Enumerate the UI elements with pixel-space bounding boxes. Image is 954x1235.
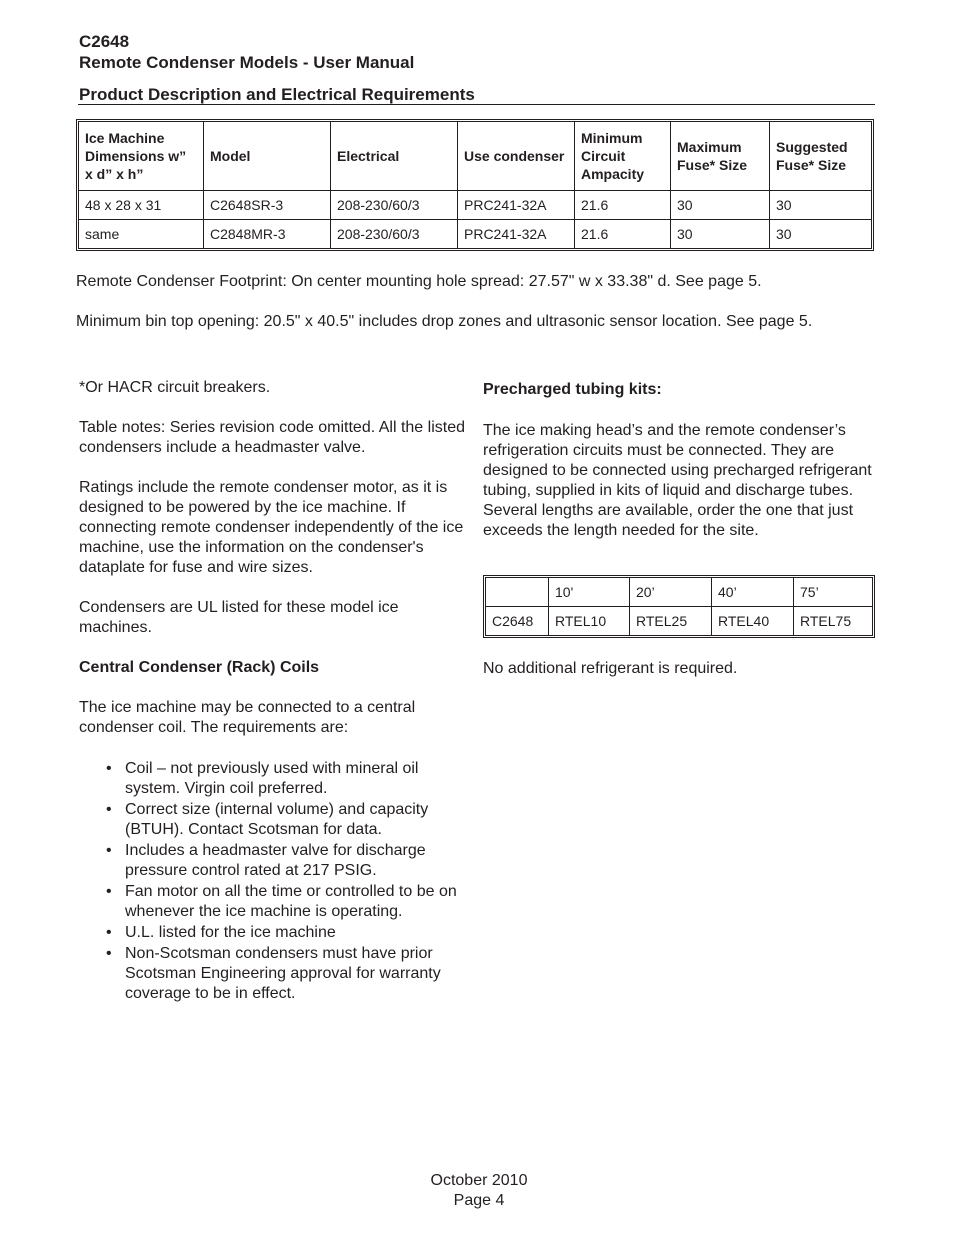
list-item-text: U.L. listed for the ice machine — [125, 924, 336, 941]
header-cell-dimensions: Ice Machine Dimensions w” x d” x h” — [79, 122, 204, 191]
header-rule — [78, 104, 875, 105]
list-item — [79, 923, 469, 943]
document-title: Remote Condenser Models - User Manual — [79, 53, 415, 72]
header-cell-condenser: Use condenser — [458, 122, 575, 191]
electrical-requirements-table — [76, 119, 874, 251]
no-refrigerant-note: No additional refrigerant is required. — [483, 660, 738, 677]
hacr-note: *Or HACR circuit breakers. — [79, 379, 271, 396]
bullet-icon: • — [106, 945, 112, 962]
table-header-row — [486, 578, 872, 607]
bin-opening-note: Minimum bin top opening: 20.5" x 40.5" includes drop zones and ultrasonic sensor location. See page 5. — [76, 313, 813, 330]
tubing-kits-text: The ice making head’s and the remote condenser’s refrigeration circuits must be connected. They are designed to be connected using precharged refrigerant tubing, supplied in kits of liquid and discharge tubes. Several lengths are available, order the one that just exceeds the length needed for the site. — [483, 422, 872, 539]
header-cell-blank — [486, 578, 549, 607]
tubing-kits-heading: Precharged tubing kits: — [483, 381, 662, 398]
bullet-icon: • — [106, 883, 112, 900]
header-cell-75ft: 75’ — [794, 578, 872, 607]
page-number: Page 4 — [453, 1192, 505, 1209]
list-item-text: Includes a headmaster valve for discharge pressure control rated at 217 PSIG. — [125, 842, 426, 879]
right-column — [483, 380, 875, 541]
table-cell: PRC241-32A — [458, 191, 575, 220]
table-header-row — [79, 122, 871, 191]
table-cell: 30 — [770, 191, 871, 220]
table-cell: RTEL75 — [800, 613, 852, 629]
header-cell-20ft: 20’ — [630, 578, 712, 607]
table-row — [79, 191, 871, 220]
table-cell: 30 — [671, 191, 770, 220]
list-item — [79, 944, 469, 1004]
table-cell: RTEL10 — [549, 607, 630, 635]
table-cell: C2848MR-3 — [204, 220, 331, 248]
list-item — [79, 759, 469, 799]
table-cell: 21.6 — [575, 220, 671, 248]
table-notes: Table notes: Series revision code omitted. All the listed condensers include a headmaster valve. — [79, 419, 465, 456]
table-cell: 30 — [671, 220, 770, 248]
list-item-text: Non-Scotsman condensers must have prior Scotsman Engineering approval for warranty coverage to be in effect. — [125, 945, 441, 1002]
header-cell-ampacity: Minimum Circuit Ampacity — [575, 122, 671, 191]
table-cell: RTEL25 — [630, 607, 712, 635]
table-cell: same — [79, 220, 204, 248]
bullet-icon: • — [106, 801, 112, 818]
header-cell-model: Model — [204, 122, 331, 191]
table-cell: PRC241-32A — [458, 220, 575, 248]
rack-coils-intro: The ice machine may be connected to a central condenser coil. The requirements are: — [79, 699, 416, 736]
list-item-text: Coil – not previously used with mineral oil system. Virgin coil preferred. — [125, 760, 419, 797]
bullet-icon: • — [106, 924, 112, 941]
left-column — [79, 378, 469, 1005]
table-cell: C2648SR-3 — [204, 191, 331, 220]
header-cell-max-fuse: Maximum Fuse* Size — [671, 122, 770, 191]
rack-coils-heading: Central Condenser (Rack) Coils — [79, 659, 320, 676]
list-item — [79, 800, 469, 840]
table-cell: 208-230/60/3 — [331, 191, 458, 220]
footprint-note: Remote Condenser Footprint: On center mounting hole spread: 27.57" w x 33.38" d. See page 5. — [76, 273, 762, 290]
list-item-text: Correct size (internal volume) and capacity (BTUH). Contact Scotsman for data. — [125, 801, 429, 838]
table-cell: 48 x 28 x 31 — [79, 191, 204, 220]
table-cell: 208-230/60/3 — [331, 220, 458, 248]
table-row — [486, 607, 872, 635]
header-cell-suggested-fuse: Suggested Fuse* Size — [770, 122, 871, 191]
header-cell-40ft: 40’ — [712, 578, 794, 607]
footer-date: October 2010 — [430, 1172, 528, 1189]
table-cell: 30 — [776, 226, 792, 242]
ul-note: Condensers are UL listed for these model ice machines. — [79, 599, 399, 636]
document-model: C2648 — [79, 32, 130, 51]
list-item — [79, 841, 469, 881]
table-cell: C2648 — [486, 607, 549, 635]
tubing-kit-table — [483, 575, 875, 638]
header-cell-electrical: Electrical — [331, 122, 458, 191]
bullet-icon: • — [106, 842, 112, 859]
table-cell: RTEL40 — [712, 607, 794, 635]
table-cell: 21.6 — [575, 191, 671, 220]
bullet-icon: • — [106, 760, 112, 777]
table-row — [79, 220, 871, 248]
requirements-list — [79, 759, 469, 1004]
header-cell-10ft: 10' — [549, 578, 630, 607]
list-item-text: Fan motor on all the time or controlled to be on whenever the ice machine is operating. — [125, 883, 457, 920]
section-title: Product Description and Electrical Requirements — [79, 85, 475, 104]
list-item — [79, 882, 469, 922]
ratings-note: Ratings include the remote condenser motor, as it is designed to be powered by the ice machine. If connecting remote condenser independently of the ice machine, use the information on the condenser's dataplate for fuse and wire sizes. — [79, 479, 464, 576]
